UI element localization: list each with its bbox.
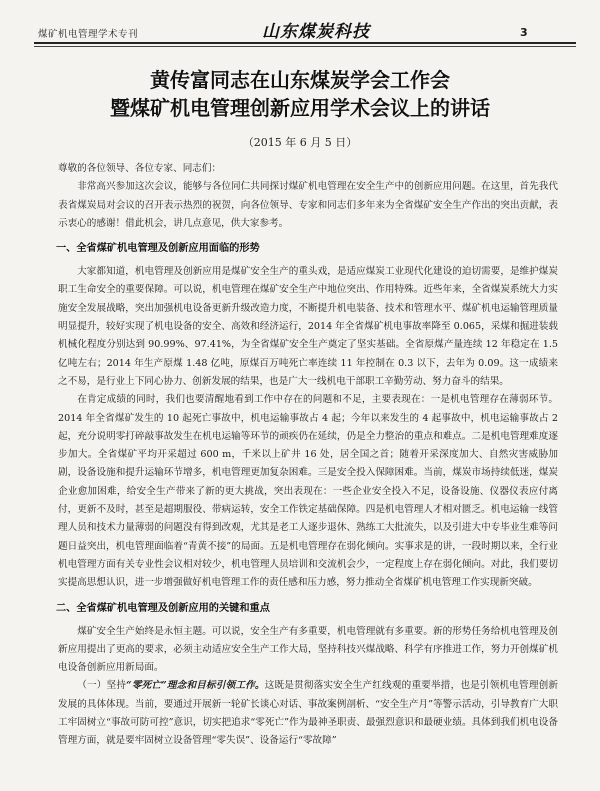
page-number: 3 (520, 26, 528, 39)
intro-paragraph: 非常高兴参加这次会议，能够与各位同仁共同探讨煤矿机电管理在安全生产中的创新应用问题。在这里，首先我代表省煤炭局对会议的召开表示热烈的祝贺，向各位领导、专家和同志们多年来为全省煤矿安全生产作出的突出贡献，表示衷心的感谢！借此机会，讲几点意见，供大家参考。 (58, 181, 558, 229)
journal-section-label: 煤矿机电管理学术专刊 (38, 29, 139, 40)
header-rule (34, 42, 576, 44)
section-1-paragraph-2: 在肯定成绩的同时，我们也要清醒地看到工作中存在的问题和不足，主要表现在：一是机电管理存在薄弱环节。2014 年全省煤矿发生的 10 起死亡事故中，机电运输事故占 4 起；今年以来发生的 4 起事故中，机电运输事故占 2 起，充分说明零打碎敲事故发生在机电运输等环节的顽疾仍在延续，仍是全力整治的重点和难点。二是机电管理难度逐步加大。全省煤矿平均开采超过 600 m，千米以上矿井 16 处，居全国之首；随着开采深度加大、自然灾害威胁加剧，设备设施和提升运输环节增多，机电管理更加复杂困难。三是安全投入保障困难。当前，煤炭市场持续低迷，煤炭企业愈加困难，给安全生产带来了新的更大挑战，突出表现在：一些企业安全投入不足，设备设施、仪器仪表应付离付，更新不及时，甚至是超期服役、带病运转，安全工作铁定基础保障。四是机电管理人才相对匮乏。机电运输一线管理人员和技术力量薄弱的问题没有得到改观，尤其是老工人逐步退休、熟练工大批流失，以及引进大中专毕业生难等问题日益突出，机电管理面临着“青黄不接”的局面。五是机电管理存在弱化倾向。实事求是的讲，一段时期以来，全行业机电管理方面有关专业性会议相对较少，机电管理人员培训和交流机会少，一定程度上存在弱化倾向。对此，我们要切实提高思想认识，进一步增强做好机电管理工作的责任感和压力感，努力推动全省煤矿机电管理工作实现新突破。 (58, 394, 558, 589)
sub-point-prefix: （一）坚持 (77, 680, 127, 692)
article-body (58, 160, 558, 751)
salutation: 尊敬的各位领导、各位专家、同志们： (58, 163, 222, 174)
speech-date: （2015 年 6 月 5 日） (242, 136, 358, 149)
section-1-paragraph-1: 大家都知道，机电管理及创新应用是煤矿安全生产的重头戏，是适应煤炭工业现代化建设的迫切需要，是维护煤炭职工生命安全的重要保障。可以说，机电管理在煤矿安全生产中地位突出、作用特殊。近些年来，全省煤炭系统大力实施安全发展战略，突出加强机电设备更新升级改造力度，不断提升机电装备、技术和管理水平、煤矿机电运输管理质量明显提升，较好实现了机电设备的安全、高效和经济运行，2014 年全省煤矿机电事故率降至 0.065，采煤和掘进装载机械化程度分别达到 90.99%、97.41%，为全省煤矿安全生产奠定了坚实基础。全省原煤产量连续 12 年稳定在 1.5 亿吨左右；2014 年生产原煤 1.48 亿吨，原煤百万吨死亡率连续 11 年控制在 0.3 以下，去年为 0.09。这一成绩来之不易，是行业上下同心协力、创新发展的结果，也是广大一线机电干部职工辛勤劳动、努力奋斗的结果。 (58, 266, 558, 387)
page-header (0, 0, 600, 40)
sub-point-emphasis: “零死亡”理念和目标引领工作。 (126, 680, 265, 692)
section-1-heading: 一、全省煤矿机电管理及创新应用面临的形势 (56, 243, 260, 255)
section-2-heading: 二、全省煤矿机电管理及创新应用的关键和重点 (56, 602, 270, 614)
section-2-paragraph-1: 煤矿安全生产始终是永恒主题。可以说，安全生产有多重要，机电管理就有多重要。新的形势任务给机电管理及创新应用提出了更高的要求，必须主动适应安全生产工作大局，坚持科技兴煤战略、科学有序推进工作，努力开创煤矿机电设备创新应用新局面。 (58, 625, 558, 674)
article-title (0, 66, 600, 122)
title-line-2: 暨煤矿机电管理创新应用学术会议上的讲话 (110, 96, 490, 120)
title-line-1: 黄传富同志在山东煤炭学会工作会 (150, 68, 450, 92)
header-rule-thin (34, 46, 576, 47)
section-2-paragraph-2 (58, 677, 558, 750)
journal-logo: 山东煤炭科技 (262, 22, 370, 42)
sub-point-text: 这既是贯彻落实安全生产红线观的重要举措，也是引领机电管理创新发展的具体体现。当前，要通过开展新一轮矿长谈心对话、事故案例剖析、“安全生产月”等警示活动，引导教育广大职工牢固树立“事故可防可控”意识，切实把追求“零死亡”作为最神圣职责、最强烈意识和最硬业绩。具体到我们机电设备管理方面，就是要牢固树立设备管理“零失误”、设备运行“零故障” (58, 680, 558, 747)
